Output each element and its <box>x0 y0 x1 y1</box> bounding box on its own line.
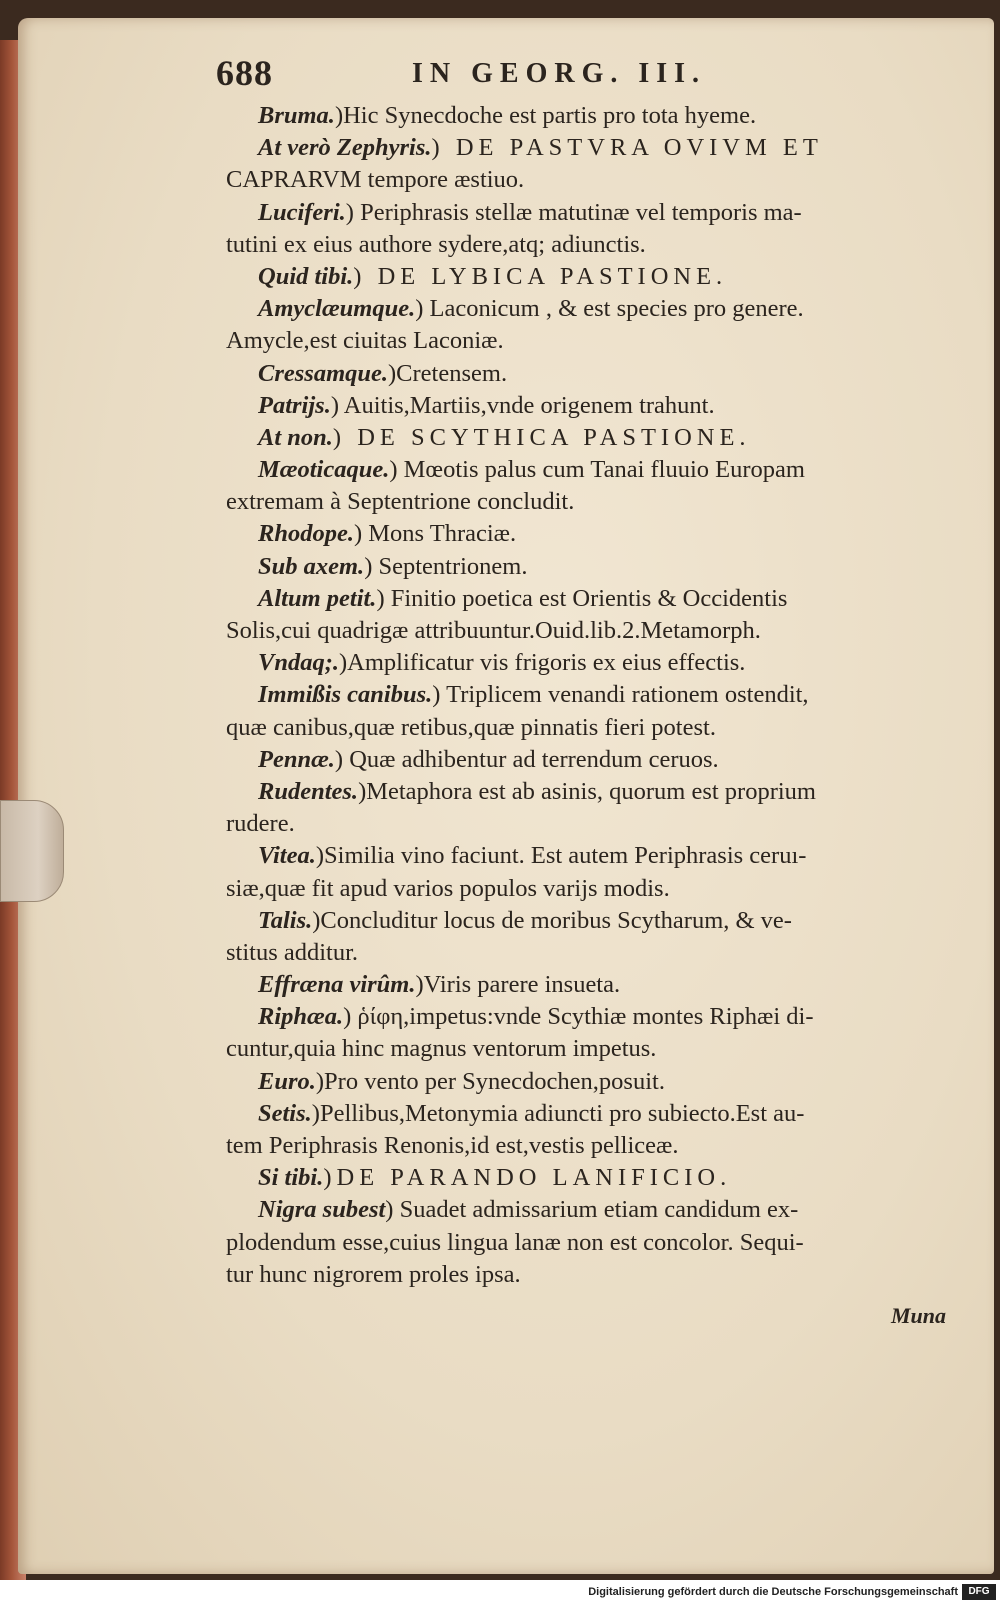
text-line <box>226 551 946 583</box>
page-number: 688 <box>216 53 273 93</box>
lemma: Vndaq;. <box>258 649 340 677</box>
lemma: Nigra subest <box>258 1196 386 1224</box>
section-heading: )DE PARANDO LANIFICIO. <box>323 1164 732 1192</box>
text-line <box>226 744 946 776</box>
dfg-logo: DFG <box>962 1584 996 1600</box>
gloss-text: ) Periphrasis stellæ matutinæ vel temporis ma- <box>345 198 802 226</box>
gloss-text: ) Quæ adhibentur ad terrendum ceruos. <box>334 745 719 773</box>
lemma: Euro. <box>258 1067 316 1095</box>
lemma: Rudentes. <box>258 777 359 805</box>
running-head: IN GEORG. III. <box>412 58 707 89</box>
gloss-text: )Pellibus,Metonymia adiuncti pro subiecto.Est au- <box>311 1099 805 1127</box>
text-line <box>226 808 946 840</box>
lemma: Luciferi. <box>258 198 346 226</box>
gloss-text: ) Laconicum , & est species pro genere. <box>415 295 804 323</box>
text-line <box>226 873 946 905</box>
text-line <box>226 1001 946 1033</box>
lemma: Vitea. <box>258 842 316 870</box>
page-header <box>216 52 946 100</box>
lemma: Cressamque. <box>258 359 389 387</box>
text-line <box>226 776 946 808</box>
lemma: Immißis canibus. <box>258 681 433 709</box>
text-line <box>226 712 946 744</box>
text-line <box>226 583 946 615</box>
text-line <box>226 100 946 132</box>
text-line <box>226 1162 946 1194</box>
footer-bar <box>0 1580 1000 1606</box>
text-line <box>226 679 946 711</box>
lemma: Setis. <box>258 1099 312 1127</box>
text-line <box>226 937 946 969</box>
gloss-text: )Similia vino faciunt. Est autem Periphrasis ceruı- <box>315 842 807 870</box>
lemma: At non. <box>258 423 333 451</box>
text-line <box>226 615 946 647</box>
gloss-text: ) ῥίφη,impetus:vnde Scythiæ montes Riphæi di- <box>343 1003 814 1031</box>
text-line <box>226 1130 946 1162</box>
gloss-text: ) Septentrionem. <box>364 552 528 580</box>
lemma: Patrijs. <box>258 391 331 419</box>
gloss-text: extremam à Septentrione concludit. <box>226 488 575 516</box>
text-line <box>226 1194 946 1226</box>
text-line <box>226 293 946 325</box>
gloss-text: ) Auitis,Martiis,vnde origenem trahunt. <box>330 391 715 419</box>
gloss-text: )Amplificatur vis frigoris ex eius effectis. <box>339 649 746 677</box>
page-text <box>216 52 946 1329</box>
gloss-text: ) Triplicem venandi rationem ostendit, <box>432 681 809 709</box>
gloss-text: stitus additur. <box>226 938 359 966</box>
text-line <box>226 1033 946 1065</box>
gloss-text: ) Suadet admissarium etiam candidum ex- <box>385 1196 799 1224</box>
text-line <box>226 325 946 357</box>
gloss-text: cuntur,quia hinc magnus ventorum impetus. <box>226 1035 657 1063</box>
gloss-text: )Viris parere insueta. <box>415 971 621 999</box>
gloss-text: ) Mœotis palus cum Tanai fluuio Europam <box>389 456 805 484</box>
lemma: Sub axem. <box>258 552 365 580</box>
lemma: At verò Zephyris. <box>258 134 432 162</box>
text-line <box>226 197 946 229</box>
text-line <box>226 358 946 390</box>
commentary-body <box>226 100 946 1291</box>
text-line <box>226 905 946 937</box>
lemma: Rhodope. <box>258 520 354 548</box>
lemma: Si tibi. <box>258 1164 324 1192</box>
text-line <box>226 486 946 518</box>
text-line <box>226 132 946 164</box>
text-line <box>226 1259 946 1291</box>
gloss-text: ) Finitio poetica est Orientis & Occidentis <box>376 584 788 612</box>
text-line <box>226 261 946 293</box>
lemma: Mæoticaque. <box>258 456 390 484</box>
gloss-text: CAPRARVM tempore æstiuo. <box>226 166 525 194</box>
gloss-text: )Cretensem. <box>388 359 508 387</box>
funding-credit: Digitalisierung gefördert durch die Deutsche Forschungsgemeinschaft <box>588 1586 958 1598</box>
gloss-text: )Concluditur locus de moribus Scytharum, & ve- <box>312 906 792 934</box>
gloss-text: )Hic Synecdoche est partis pro tota hyeme. <box>334 102 757 129</box>
lemma: Bruma. <box>258 102 335 129</box>
text-line <box>226 647 946 679</box>
gloss-text: plodendum esse,cuius lingua lanæ non est concolor. Sequi- <box>226 1228 804 1256</box>
section-heading: ) DE LYBICA PASTIONE. <box>353 262 728 290</box>
gloss-text: Amycle,est ciuitas Laconiæ. <box>226 327 504 355</box>
gloss-text: )Pro vento per Synecdochen,posuit. <box>315 1067 665 1095</box>
lemma: Pennæ. <box>258 745 335 773</box>
gloss-text: ) Mons Thraciæ. <box>353 520 517 548</box>
text-line <box>226 454 946 486</box>
lemma: Amyclæumque. <box>258 295 416 323</box>
text-line <box>226 840 946 872</box>
section-heading: ) DE SCYTHICA PASTIONE. <box>332 423 751 451</box>
gloss-text: tem Periphrasis Renonis,id est,vestis pelliceæ. <box>226 1132 679 1159</box>
lemma: Riphæa. <box>258 1003 344 1031</box>
text-line <box>226 229 946 261</box>
lemma: Quid tibi. <box>258 262 354 290</box>
text-line <box>226 1098 946 1130</box>
gloss-text: tur hunc nigrorem proles ipsa. <box>226 1260 521 1288</box>
gloss-text: siæ,quæ fit apud varios populos varijs modis. <box>226 874 670 902</box>
text-line <box>226 390 946 422</box>
text-line <box>226 518 946 550</box>
gloss-text: quæ canibus,quæ retibus,quæ pinnatis fieri potest. <box>226 713 716 741</box>
gloss-text: Solis,cui quadrigæ attribuuntur.Ouid.lib.2.Metamorph. <box>226 617 761 644</box>
gloss-text: tutini ex eius authore sydere,atq; adiunctis. <box>226 230 646 258</box>
text-line <box>226 969 946 1001</box>
catchword: Muna <box>890 1302 946 1328</box>
lemma: Altum petit. <box>258 584 377 612</box>
text-line <box>226 422 946 454</box>
lemma: Effræna virûm. <box>258 971 416 999</box>
text-line <box>226 1066 946 1098</box>
section-heading: ) DE PASTVRA OVIVM ET <box>431 134 823 162</box>
text-line <box>226 164 946 196</box>
lemma: Talis. <box>258 906 313 934</box>
gloss-text: rudere. <box>226 810 295 838</box>
text-line <box>226 1227 946 1259</box>
gloss-text: )Metaphora est ab asinis, quorum est proprium <box>358 777 816 805</box>
page-clasp <box>0 800 64 902</box>
